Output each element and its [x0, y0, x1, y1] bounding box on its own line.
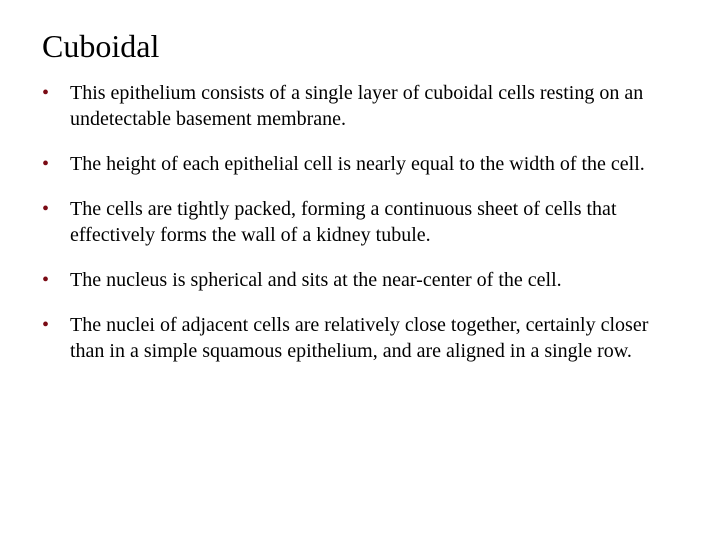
bullet-icon: •	[42, 314, 50, 336]
bullet-text: The height of each epithelial cell is nearly equal to the width of the cell.	[70, 153, 645, 175]
bullet-text: The nuclei of adjacent cells are relatively close together, certainly closer than in a simple squamous epithelium, and are aligned in a single row.	[70, 314, 649, 362]
bullet-icon: •	[42, 269, 50, 291]
slide-title: Cuboidal	[42, 28, 160, 64]
bullet-icon: •	[42, 82, 50, 104]
bullet-text: The cells are tightly packed, forming a continuous sheet of cells that effectively forms the wall of a kidney tubule.	[70, 198, 617, 246]
bullet-item	[42, 312, 682, 364]
bullet-item	[42, 267, 682, 293]
bullet-list	[42, 80, 682, 383]
bullet-icon: •	[42, 153, 50, 175]
bullet-item	[42, 151, 682, 177]
bullet-text: This epithelium consists of a single layer of cuboidal cells resting on an undetectable basement membrane.	[70, 82, 644, 130]
bullet-icon: •	[42, 198, 50, 220]
bullet-text: The nucleus is spherical and sits at the near-center of the cell.	[70, 269, 562, 291]
bullet-item	[42, 196, 682, 248]
bullet-item	[42, 80, 682, 132]
